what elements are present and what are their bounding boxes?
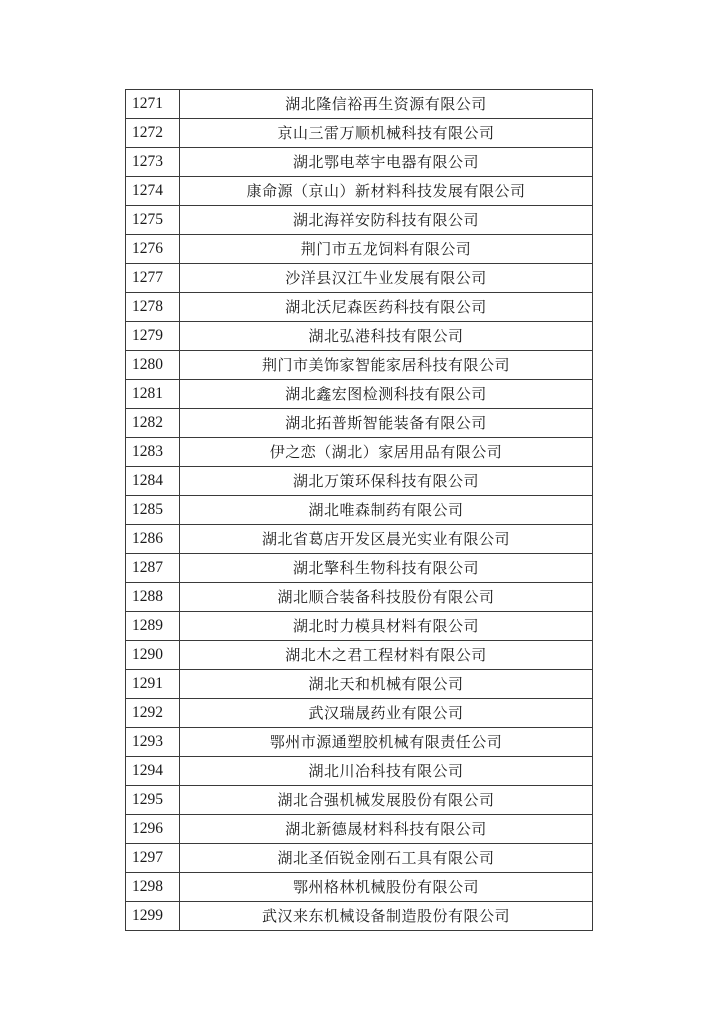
company-name: 湖北沃尼森医药科技有限公司 — [180, 293, 593, 322]
company-name: 湖北合强机械发展股份有限公司 — [180, 786, 593, 815]
company-name: 武汉瑞晟药业有限公司 — [180, 699, 593, 728]
table-row — [126, 496, 593, 525]
row-number: 1296 — [126, 815, 180, 844]
table-row — [126, 409, 593, 438]
row-number: 1291 — [126, 670, 180, 699]
row-number: 1295 — [126, 786, 180, 815]
company-name: 湖北天和机械有限公司 — [180, 670, 593, 699]
company-name: 武汉来东机械设备制造股份有限公司 — [180, 902, 593, 931]
table-row — [126, 583, 593, 612]
row-number: 1287 — [126, 554, 180, 583]
table-row — [126, 757, 593, 786]
company-name: 湖北川冶科技有限公司 — [180, 757, 593, 786]
table-row — [126, 438, 593, 467]
table-row — [126, 380, 593, 409]
table-row — [126, 351, 593, 380]
row-number: 1292 — [126, 699, 180, 728]
company-name: 湖北唯森制药有限公司 — [180, 496, 593, 525]
row-number: 1293 — [126, 728, 180, 757]
company-name: 湖北新德晟材料科技有限公司 — [180, 815, 593, 844]
table-row — [126, 322, 593, 351]
row-number: 1272 — [126, 119, 180, 148]
company-name: 湖北海祥安防科技有限公司 — [180, 206, 593, 235]
table-row — [126, 670, 593, 699]
table-row — [126, 815, 593, 844]
row-number: 1299 — [126, 902, 180, 931]
table-row — [126, 119, 593, 148]
company-name: 湖北顺合装备科技股份有限公司 — [180, 583, 593, 612]
table-row — [126, 902, 593, 931]
company-name: 湖北鑫宏图检测科技有限公司 — [180, 380, 593, 409]
row-number: 1298 — [126, 873, 180, 902]
table-row — [126, 699, 593, 728]
company-list-table — [125, 89, 593, 931]
table-row — [126, 873, 593, 902]
company-name: 荆门市五龙饲料有限公司 — [180, 235, 593, 264]
table-row — [126, 177, 593, 206]
table-row — [126, 728, 593, 757]
company-name: 湖北圣佰锐金刚石工具有限公司 — [180, 844, 593, 873]
row-number: 1297 — [126, 844, 180, 873]
company-name: 鄂州格林机械股份有限公司 — [180, 873, 593, 902]
table-row — [126, 293, 593, 322]
company-name: 湖北木之君工程材料有限公司 — [180, 641, 593, 670]
company-name: 湖北时力模具材料有限公司 — [180, 612, 593, 641]
table-row — [126, 554, 593, 583]
company-name: 京山三雷万顺机械科技有限公司 — [180, 119, 593, 148]
company-list-body — [126, 90, 593, 931]
row-number: 1284 — [126, 467, 180, 496]
table-row — [126, 525, 593, 554]
company-name: 湖北省葛店开发区晨光实业有限公司 — [180, 525, 593, 554]
row-number: 1281 — [126, 380, 180, 409]
row-number: 1277 — [126, 264, 180, 293]
table-row — [126, 641, 593, 670]
row-number: 1279 — [126, 322, 180, 351]
row-number: 1290 — [126, 641, 180, 670]
company-name: 湖北鄂电萃宇电器有限公司 — [180, 148, 593, 177]
company-name: 湖北拓普斯智能装备有限公司 — [180, 409, 593, 438]
row-number: 1294 — [126, 757, 180, 786]
table-row — [126, 264, 593, 293]
row-number: 1283 — [126, 438, 180, 467]
table-row — [126, 467, 593, 496]
row-number: 1288 — [126, 583, 180, 612]
company-name: 康命源（京山）新材料科技发展有限公司 — [180, 177, 593, 206]
row-number: 1282 — [126, 409, 180, 438]
table-row — [126, 235, 593, 264]
company-name: 鄂州市源通塑胶机械有限责任公司 — [180, 728, 593, 757]
company-name: 湖北万策环保科技有限公司 — [180, 467, 593, 496]
company-name: 伊之恋（湖北）家居用品有限公司 — [180, 438, 593, 467]
table-row — [126, 90, 593, 119]
row-number: 1274 — [126, 177, 180, 206]
row-number: 1273 — [126, 148, 180, 177]
company-name: 沙洋县汉江牛业发展有限公司 — [180, 264, 593, 293]
row-number: 1289 — [126, 612, 180, 641]
row-number: 1275 — [126, 206, 180, 235]
row-number: 1278 — [126, 293, 180, 322]
table-row — [126, 206, 593, 235]
company-name: 湖北擎科生物科技有限公司 — [180, 554, 593, 583]
company-name: 荆门市美饰家智能家居科技有限公司 — [180, 351, 593, 380]
row-number: 1285 — [126, 496, 180, 525]
row-number: 1286 — [126, 525, 180, 554]
company-name: 湖北弘港科技有限公司 — [180, 322, 593, 351]
row-number: 1276 — [126, 235, 180, 264]
row-number: 1271 — [126, 90, 180, 119]
table-row — [126, 612, 593, 641]
table-row — [126, 844, 593, 873]
company-name: 湖北隆信裕再生资源有限公司 — [180, 90, 593, 119]
row-number: 1280 — [126, 351, 180, 380]
table-row — [126, 148, 593, 177]
table-row — [126, 786, 593, 815]
